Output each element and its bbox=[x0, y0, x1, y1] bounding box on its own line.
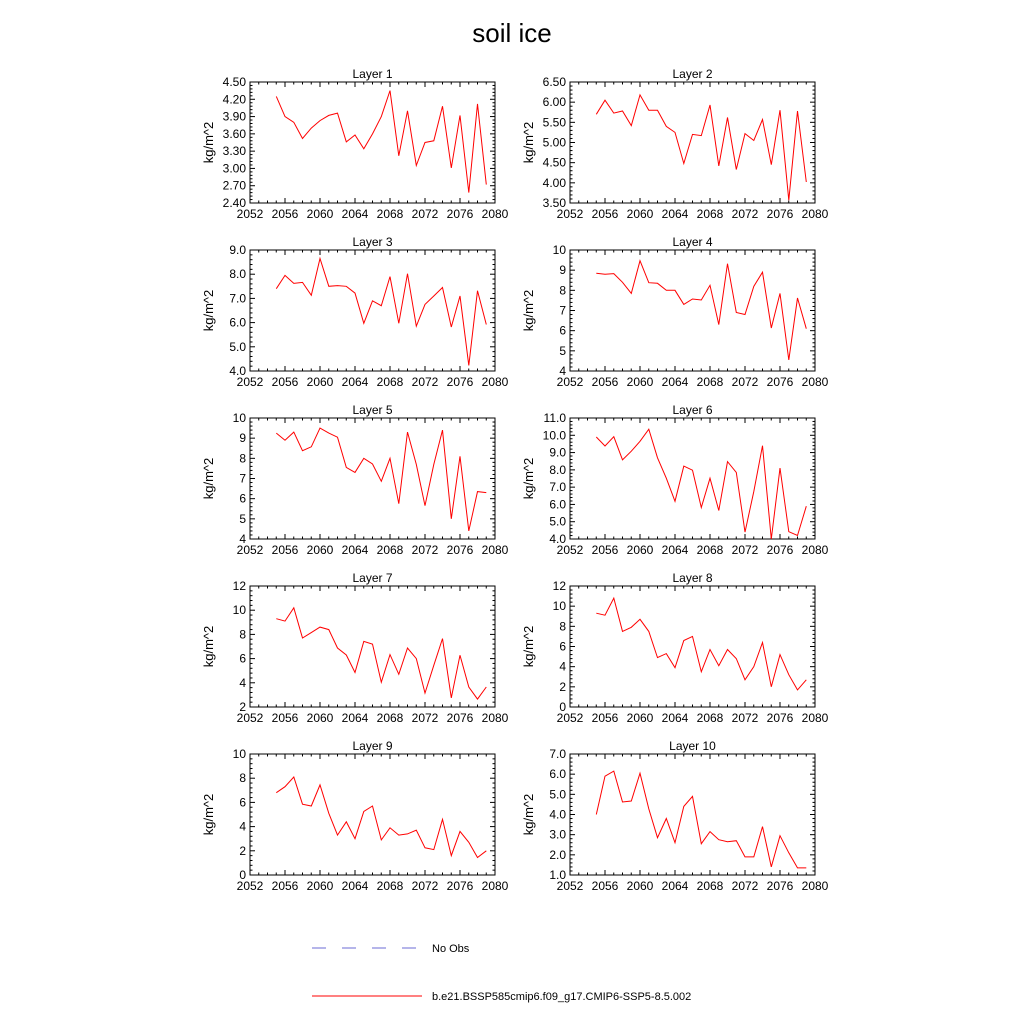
y-tick-label: 2.70 bbox=[222, 178, 246, 193]
y-tick-label: 5.50 bbox=[542, 115, 566, 130]
x-tick-label: 2064 bbox=[341, 879, 369, 893]
y-tick-label: 5.0 bbox=[549, 514, 566, 529]
y-axis-label: kg/m^2 bbox=[201, 457, 216, 500]
x-tick-label: 2080 bbox=[801, 375, 829, 389]
x-tick-label: 2056 bbox=[591, 711, 619, 725]
x-tick-label: 2052 bbox=[556, 543, 584, 557]
x-tick-label: 2072 bbox=[411, 879, 439, 893]
y-tick-label: 4 bbox=[239, 532, 246, 546]
x-tick-label: 2052 bbox=[236, 879, 264, 893]
x-tick-label: 2080 bbox=[801, 879, 829, 893]
y-tick-label: 0 bbox=[559, 700, 566, 714]
y-tick-label: 6 bbox=[559, 323, 566, 338]
x-tick-label: 2076 bbox=[766, 543, 794, 557]
y-tick-label: 5 bbox=[239, 511, 246, 526]
x-tick-label: 2072 bbox=[731, 207, 759, 221]
x-tick-label: 2080 bbox=[801, 711, 829, 725]
y-tick-label: 8 bbox=[559, 283, 566, 298]
y-tick-label: 2.40 bbox=[222, 196, 246, 210]
x-tick-label: 2052 bbox=[556, 879, 584, 893]
x-tick-label: 2064 bbox=[341, 207, 369, 221]
y-tick-label: 4.0 bbox=[549, 807, 566, 822]
y-tick-label: 6 bbox=[239, 491, 246, 506]
y-tick-label: 9.0 bbox=[229, 243, 246, 257]
x-tick-label: 2056 bbox=[271, 543, 299, 557]
x-tick-label: 2068 bbox=[696, 711, 724, 725]
panel-title-layer-9: Layer 9 bbox=[352, 739, 393, 753]
y-tick-label: 6.0 bbox=[229, 315, 246, 330]
y-tick-label: 5.0 bbox=[229, 339, 246, 354]
y-tick-label: 10 bbox=[232, 747, 246, 761]
x-tick-label: 2064 bbox=[341, 375, 369, 389]
panel-title-layer-1: Layer 1 bbox=[352, 67, 393, 81]
y-tick-label: 3.60 bbox=[222, 126, 246, 141]
x-tick-label: 2076 bbox=[446, 879, 474, 893]
x-tick-label: 2076 bbox=[446, 543, 474, 557]
y-tick-label: 8 bbox=[559, 619, 566, 634]
y-tick-label: 4.50 bbox=[542, 155, 566, 170]
y-tick-label: 5.0 bbox=[549, 787, 566, 802]
y-tick-label: 9 bbox=[559, 263, 566, 278]
y-tick-label: 12 bbox=[552, 579, 566, 593]
y-tick-label: 4.0 bbox=[549, 532, 566, 546]
x-tick-label: 2060 bbox=[306, 543, 334, 557]
y-tick-label: 3.0 bbox=[549, 827, 566, 842]
y-axis-label: kg/m^2 bbox=[521, 625, 536, 668]
panel-title-layer-2: Layer 2 bbox=[672, 67, 713, 81]
x-tick-label: 2060 bbox=[306, 207, 334, 221]
y-tick-label: 2 bbox=[239, 700, 246, 714]
y-axis-label: kg/m^2 bbox=[201, 121, 216, 164]
y-tick-label: 7 bbox=[239, 471, 246, 486]
x-tick-label: 2072 bbox=[411, 207, 439, 221]
x-tick-label: 2064 bbox=[661, 711, 689, 725]
y-tick-label: 8 bbox=[239, 771, 246, 786]
y-tick-label: 10 bbox=[232, 411, 246, 425]
x-tick-label: 2060 bbox=[626, 543, 654, 557]
x-tick-label: 2064 bbox=[661, 879, 689, 893]
y-tick-label: 10.0 bbox=[542, 428, 566, 443]
panel-title-layer-4: Layer 4 bbox=[672, 235, 713, 249]
y-tick-label: 4.0 bbox=[229, 364, 246, 378]
x-tick-label: 2068 bbox=[376, 543, 404, 557]
y-tick-label: 4 bbox=[239, 675, 246, 690]
y-tick-label: 6 bbox=[559, 639, 566, 654]
y-tick-label: 8 bbox=[239, 627, 246, 642]
x-tick-label: 2068 bbox=[376, 207, 404, 221]
y-tick-label: 7.0 bbox=[549, 480, 566, 495]
y-axis-label: kg/m^2 bbox=[521, 793, 536, 836]
x-tick-label: 2052 bbox=[556, 375, 584, 389]
legend-label-model: b.e21.BSSP585cmip6.f09_g17.CMIP6-SSP5-8.5.002 bbox=[432, 991, 692, 1003]
y-tick-label: 7.0 bbox=[549, 747, 566, 761]
y-axis-label: kg/m^2 bbox=[201, 289, 216, 332]
x-tick-label: 2060 bbox=[306, 711, 334, 725]
x-tick-label: 2080 bbox=[481, 711, 509, 725]
y-tick-label: 5 bbox=[559, 343, 566, 358]
y-tick-label: 1.0 bbox=[549, 868, 566, 882]
x-tick-label: 2076 bbox=[446, 711, 474, 725]
panel-title-layer-8: Layer 8 bbox=[672, 571, 713, 585]
y-tick-label: 4 bbox=[559, 659, 566, 674]
y-tick-label: 4.50 bbox=[222, 75, 246, 89]
y-tick-label: 4 bbox=[239, 819, 246, 834]
x-tick-label: 2060 bbox=[306, 879, 334, 893]
panel-title-layer-10: Layer 10 bbox=[669, 739, 716, 753]
y-tick-label: 0 bbox=[239, 868, 246, 882]
x-tick-label: 2056 bbox=[271, 375, 299, 389]
y-tick-label: 6.50 bbox=[542, 75, 566, 89]
y-axis-label: kg/m^2 bbox=[201, 793, 216, 836]
y-tick-label: 2 bbox=[559, 679, 566, 694]
y-tick-label: 3.00 bbox=[222, 161, 246, 176]
x-tick-label: 2080 bbox=[801, 543, 829, 557]
x-tick-label: 2068 bbox=[376, 375, 404, 389]
panel-title-layer-6: Layer 6 bbox=[672, 403, 713, 417]
y-tick-label: 11.0 bbox=[543, 411, 566, 425]
x-tick-label: 2076 bbox=[766, 711, 794, 725]
y-tick-label: 6 bbox=[239, 651, 246, 666]
y-tick-label: 6 bbox=[239, 795, 246, 810]
x-tick-label: 2080 bbox=[801, 207, 829, 221]
y-tick-label: 6.00 bbox=[542, 95, 566, 110]
x-tick-label: 2060 bbox=[306, 375, 334, 389]
y-tick-label: 8.0 bbox=[229, 267, 246, 282]
y-tick-label: 6.0 bbox=[549, 497, 566, 512]
y-tick-label: 3.50 bbox=[542, 196, 566, 210]
x-tick-label: 2072 bbox=[411, 543, 439, 557]
x-tick-label: 2060 bbox=[626, 207, 654, 221]
x-tick-label: 2064 bbox=[661, 543, 689, 557]
x-tick-label: 2056 bbox=[591, 375, 619, 389]
y-axis-label: kg/m^2 bbox=[521, 121, 536, 164]
x-tick-label: 2060 bbox=[626, 375, 654, 389]
chart-title: soil ice bbox=[472, 18, 552, 48]
x-tick-label: 2068 bbox=[376, 879, 404, 893]
x-tick-label: 2072 bbox=[731, 711, 759, 725]
x-tick-label: 2056 bbox=[591, 879, 619, 893]
y-tick-label: 5.00 bbox=[542, 135, 566, 150]
y-tick-label: 12 bbox=[232, 579, 246, 593]
y-tick-label: 9.0 bbox=[549, 445, 566, 460]
y-tick-label: 10 bbox=[552, 599, 566, 614]
x-tick-label: 2052 bbox=[236, 711, 264, 725]
x-tick-label: 2080 bbox=[481, 543, 509, 557]
x-tick-label: 2060 bbox=[626, 879, 654, 893]
x-tick-label: 2056 bbox=[271, 711, 299, 725]
y-axis-label: kg/m^2 bbox=[521, 457, 536, 500]
x-tick-label: 2064 bbox=[341, 543, 369, 557]
x-tick-label: 2072 bbox=[731, 879, 759, 893]
x-tick-label: 2076 bbox=[766, 375, 794, 389]
x-tick-label: 2052 bbox=[556, 207, 584, 221]
x-tick-label: 2076 bbox=[446, 207, 474, 221]
x-tick-label: 2052 bbox=[556, 711, 584, 725]
x-tick-label: 2080 bbox=[481, 879, 509, 893]
x-tick-label: 2056 bbox=[591, 543, 619, 557]
x-tick-label: 2068 bbox=[696, 543, 724, 557]
y-tick-label: 8 bbox=[239, 451, 246, 466]
x-tick-label: 2052 bbox=[236, 375, 264, 389]
x-tick-label: 2064 bbox=[661, 375, 689, 389]
x-tick-label: 2068 bbox=[696, 207, 724, 221]
y-tick-label: 4.20 bbox=[222, 92, 246, 107]
x-tick-label: 2076 bbox=[766, 879, 794, 893]
x-tick-label: 2076 bbox=[446, 375, 474, 389]
y-tick-label: 7.0 bbox=[229, 291, 246, 306]
x-tick-label: 2052 bbox=[236, 543, 264, 557]
x-tick-label: 2056 bbox=[271, 207, 299, 221]
x-tick-label: 2056 bbox=[591, 207, 619, 221]
x-tick-label: 2060 bbox=[626, 711, 654, 725]
x-tick-label: 2080 bbox=[481, 375, 509, 389]
y-tick-label: 10 bbox=[232, 603, 246, 618]
x-tick-label: 2076 bbox=[766, 207, 794, 221]
y-tick-label: 4.00 bbox=[542, 175, 566, 190]
y-tick-label: 4 bbox=[559, 364, 566, 378]
x-tick-label: 2068 bbox=[376, 711, 404, 725]
y-tick-label: 9 bbox=[239, 431, 246, 446]
y-tick-label: 2.0 bbox=[549, 847, 566, 862]
panel-title-layer-7: Layer 7 bbox=[352, 571, 393, 585]
y-axis-label: kg/m^2 bbox=[201, 625, 216, 668]
y-tick-label: 8.0 bbox=[549, 462, 566, 477]
x-tick-label: 2064 bbox=[661, 207, 689, 221]
y-tick-label: 6.0 bbox=[549, 767, 566, 782]
y-tick-label: 2 bbox=[239, 843, 246, 858]
panel-title-layer-3: Layer 3 bbox=[352, 235, 393, 249]
y-tick-label: 7 bbox=[559, 303, 566, 318]
x-tick-label: 2080 bbox=[481, 207, 509, 221]
x-tick-label: 2056 bbox=[271, 879, 299, 893]
x-tick-label: 2072 bbox=[411, 711, 439, 725]
legend-label-no-obs: No Obs bbox=[432, 943, 470, 955]
y-axis-label: kg/m^2 bbox=[521, 289, 536, 332]
x-tick-label: 2052 bbox=[236, 207, 264, 221]
x-tick-label: 2072 bbox=[731, 543, 759, 557]
x-tick-label: 2072 bbox=[731, 375, 759, 389]
x-tick-label: 2068 bbox=[696, 879, 724, 893]
x-tick-label: 2072 bbox=[411, 375, 439, 389]
y-tick-label: 3.30 bbox=[222, 144, 246, 159]
y-tick-label: 10 bbox=[552, 243, 566, 257]
panel-title-layer-5: Layer 5 bbox=[352, 403, 393, 417]
y-tick-label: 3.90 bbox=[222, 109, 246, 124]
x-tick-label: 2068 bbox=[696, 375, 724, 389]
x-tick-label: 2064 bbox=[341, 711, 369, 725]
